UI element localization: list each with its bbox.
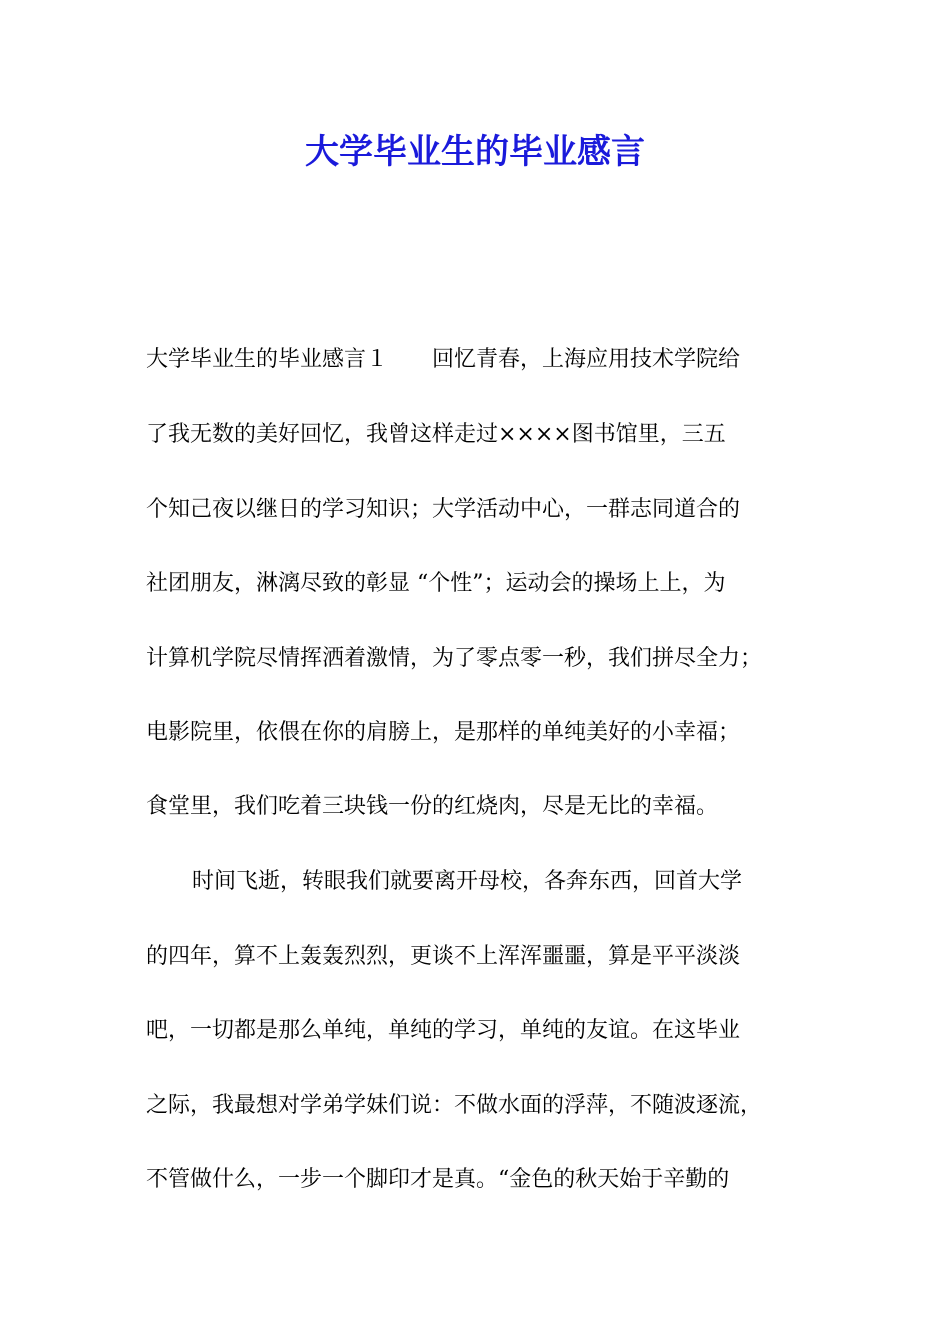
paragraph-line: 不管做什么，一步一个脚印才是真。“金色的秋天始于辛勤的 xyxy=(146,1167,730,1192)
paragraph-line: 电影院里，依偎在你的肩膀上，是那样的单纯美好的小幸福； xyxy=(146,720,741,745)
paragraph-line: 计算机学院尽情挥洒着激情，为了零点零一秒，我们拼尽全力； xyxy=(146,646,763,671)
paragraph-line: 了我无数的美好回忆，我曾这样走过××××图书馆里，三五 xyxy=(146,422,726,447)
paragraph-line: 的四年，算不上轰轰烈烈，更谈不上浑浑噩噩，算是平平淡淡 xyxy=(146,944,741,969)
paragraph-line: 吧，一切都是那么单纯，单纯的学习，单纯的友谊。在这毕业 xyxy=(146,1018,741,1043)
paragraph-line: 时间飞逝，转眼我们就要离开母校，各奔东西，回首大学 xyxy=(192,869,743,894)
paragraph-line: 个知己夜以继日的学习知识；大学活动中心，一群志同道合的 xyxy=(146,497,741,522)
paragraph-line: 之际，我最想对学弟学妹们说：不做水面的浮萍，不随波逐流， xyxy=(146,1093,763,1118)
paragraph-line: 食堂里，我们吃着三块钱一份的红烧肉，尽是无比的幸福。 xyxy=(146,794,719,819)
paragraph-line: 大学毕业生的毕业感言１ 回忆青春，上海应用技术学院给 xyxy=(146,347,741,372)
paragraph-line: 社团朋友，淋漓尽致的彰显 “个性”；运动会的操场上上，为 xyxy=(146,571,726,596)
document-title: 大学毕业生的毕业感言 xyxy=(305,132,645,172)
